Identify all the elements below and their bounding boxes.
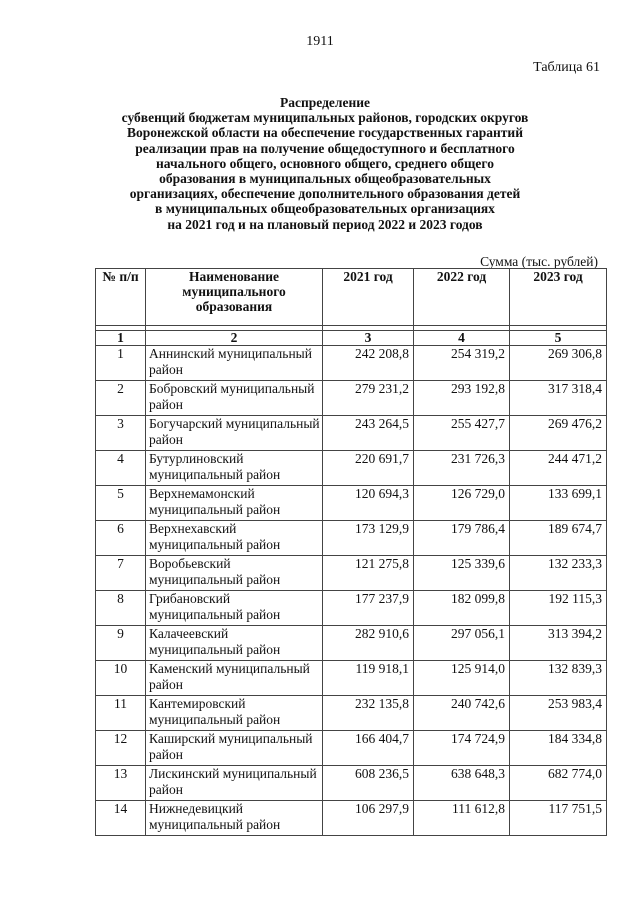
municipality-name-cell: Калачеевский муниципальный район [146,626,323,661]
table-row [96,591,607,626]
title-line: образования в муниципальных общеобразовательных [159,171,491,187]
amount-2023-cell: 269 476,2 [510,416,607,451]
amount-2021-cell: 242 208,8 [323,346,414,381]
column-number: 2 [146,331,323,346]
row-number-cell: 1 [96,346,146,381]
table-row [96,556,607,591]
amount-2022-cell: 179 786,4 [414,521,510,556]
amount-2022-cell: 254 319,2 [414,346,510,381]
amount-2021-cell: 282 910,6 [323,626,414,661]
municipality-name-cell: Бутурлиновский муниципальный район [146,451,323,486]
amount-2023-cell: 184 334,8 [510,731,607,766]
amount-2022-cell: 297 056,1 [414,626,510,661]
municipality-name-cell: Верхнехавский муниципальный район [146,521,323,556]
column-number: 5 [510,331,607,346]
amount-2021-cell: 177 237,9 [323,591,414,626]
row-number-cell: 10 [96,661,146,696]
amount-2023-cell: 269 306,8 [510,346,607,381]
amount-2023-cell: 682 774,0 [510,766,607,801]
amount-2021-cell: 106 297,9 [323,801,414,836]
title-line: начального общего, основного общего, среднего общего [156,155,494,171]
amount-2022-cell: 240 742,6 [414,696,510,731]
amount-2021-cell: 173 129,9 [323,521,414,556]
amount-2023-cell: 132 233,3 [510,556,607,591]
row-number-cell: 8 [96,591,146,626]
municipality-name-cell: Аннинский муниципальный район [146,346,323,381]
amount-2023-cell: 133 699,1 [510,486,607,521]
row-number-cell: 14 [96,801,146,836]
amount-2022-cell: 255 427,7 [414,416,510,451]
municipality-name-cell: Каширский муниципальный район [146,731,323,766]
table-header-row [96,269,607,326]
page-number: 1911 [306,34,334,49]
municipality-name-cell: Верхнемамонский муниципальный район [146,486,323,521]
row-number-cell: 3 [96,416,146,451]
amount-2021-cell: 232 135,8 [323,696,414,731]
amount-2022-cell: 638 648,3 [414,766,510,801]
amount-2021-cell: 166 404,7 [323,731,414,766]
table-row [96,416,607,451]
column-number: 1 [96,331,146,346]
municipality-name-cell: Нижнедевицкий муниципальный район [146,801,323,836]
row-number-cell: 7 [96,556,146,591]
municipality-name-cell: Воробьевский муниципальный район [146,556,323,591]
amount-2023-cell: 313 394,2 [510,626,607,661]
amount-2021-cell: 279 231,2 [323,381,414,416]
row-number-cell: 11 [96,696,146,731]
row-number-cell: 4 [96,451,146,486]
column-number: 3 [323,331,414,346]
table-label: Таблица 61 [533,60,600,75]
amount-2023-cell: 192 115,3 [510,591,607,626]
municipality-name-cell: Кантемировский муниципальный район [146,696,323,731]
title-line: субвенций бюджетам муниципальных районов, городских округов [121,110,529,126]
row-number-cell: 6 [96,521,146,556]
table-row [96,766,607,801]
amount-2023-cell: 117 751,5 [510,801,607,836]
document-title [95,95,555,232]
municipality-name-cell: Богучарский муниципальный район [146,416,323,451]
amount-2021-cell: 119 918,1 [323,661,414,696]
table-row [96,661,607,696]
title-line: реализации прав на получение общедоступного и бесплатного [135,140,515,156]
header-2022: 2022 год [414,269,510,326]
row-number-cell: 13 [96,766,146,801]
table-row [96,731,607,766]
table-row [96,626,607,661]
header-name: Наименование муниципального образования [146,269,323,326]
row-number-cell: 9 [96,626,146,661]
amount-2021-cell: 608 236,5 [323,766,414,801]
municipality-name-cell: Каменский муниципальный район [146,661,323,696]
title-line: в муниципальных общеобразовательных организациях [155,201,495,217]
amount-2022-cell: 111 612,8 [414,801,510,836]
header-number: № п/п [96,269,146,326]
amount-2022-cell: 125 339,6 [414,556,510,591]
subvention-table [95,268,607,836]
amount-2021-cell: 220 691,7 [323,451,414,486]
title-line: Воронежской области на обеспечение государственных гарантий [126,125,523,141]
table-row [96,381,607,416]
amount-2022-cell: 174 724,9 [414,731,510,766]
header-2023: 2023 год [510,269,607,326]
municipality-name-cell: Лискинский муниципальный район [146,766,323,801]
table-row [96,801,607,836]
table-row [96,696,607,731]
column-number: 4 [414,331,510,346]
municipality-name-cell: Грибановский муниципальный район [146,591,323,626]
amount-2021-cell: 120 694,3 [323,486,414,521]
amount-2023-cell: 317 318,4 [510,381,607,416]
amount-2021-cell: 243 264,5 [323,416,414,451]
amount-2023-cell: 253 983,4 [510,696,607,731]
table-row [96,486,607,521]
amount-2021-cell: 121 275,8 [323,556,414,591]
header-2021: 2021 год [323,269,414,326]
row-number-cell: 2 [96,381,146,416]
title-line: на 2021 год и на плановый период 2022 и 2023 годов [167,216,483,232]
table-row [96,346,607,381]
row-number-cell: 5 [96,486,146,521]
amount-2022-cell: 231 726,3 [414,451,510,486]
units-label: Сумма (тыс. рублей) [480,254,598,269]
column-number-row [96,331,607,346]
amount-2023-cell: 189 674,7 [510,521,607,556]
amount-2022-cell: 125 914,0 [414,661,510,696]
amount-2022-cell: 182 099,8 [414,591,510,626]
amount-2023-cell: 244 471,2 [510,451,607,486]
title-line: организациях, обеспечение дополнительного образования детей [129,186,521,202]
amount-2023-cell: 132 839,3 [510,661,607,696]
municipality-name-cell: Бобровский муниципальный район [146,381,323,416]
table-row [96,521,607,556]
table-row [96,451,607,486]
amount-2022-cell: 126 729,0 [414,486,510,521]
title-line: Распределение [279,95,371,110]
amount-2022-cell: 293 192,8 [414,381,510,416]
row-number-cell: 12 [96,731,146,766]
